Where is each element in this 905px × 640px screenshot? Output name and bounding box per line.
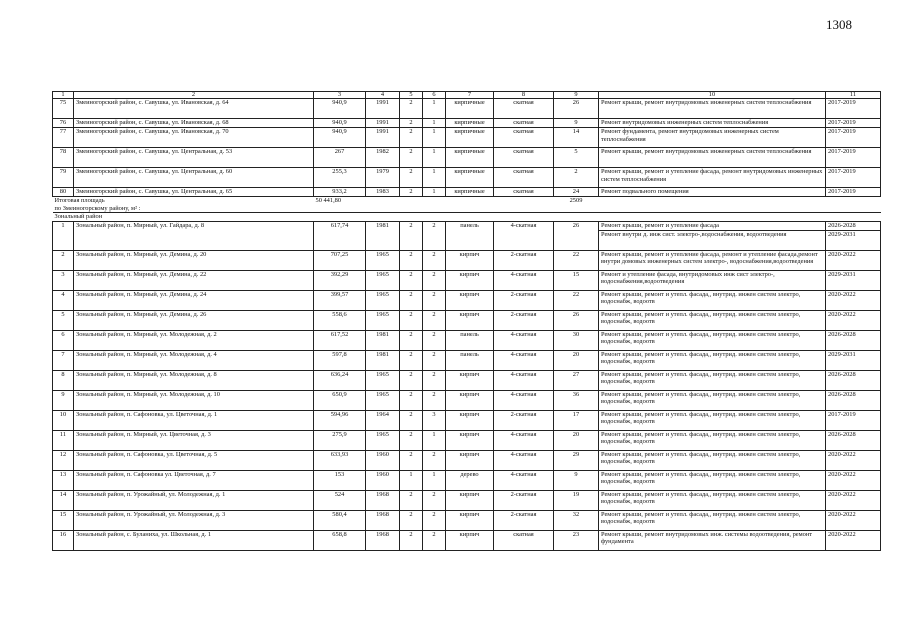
apartments: 26: [554, 99, 599, 119]
floors: 2: [400, 221, 423, 250]
apartments: 23: [554, 530, 599, 550]
table-row: [53, 350, 881, 370]
year-built: 1965: [366, 390, 400, 410]
capital-repair-table: [52, 91, 881, 551]
table-row: [53, 330, 881, 350]
area: 617,52: [314, 330, 366, 350]
repair-works: Ремонт крыши, ремонт и утепл. фасада,, внутрид. инжен систем электро, водоснабж, водоотв: [599, 450, 826, 470]
table-row: [53, 410, 881, 430]
roof-type: скатная: [494, 119, 554, 128]
floors: 2: [400, 99, 423, 119]
row-number: 4: [53, 290, 74, 310]
roof-type: 4-скатная: [494, 430, 554, 450]
repair-period: 2017-2019: [826, 99, 881, 119]
address: Зональный район, п. Мирный, ул. Молодежная, д. 10: [74, 390, 314, 410]
repair-works: Ремонт внутридомовых инженерных систем теплоснабжения: [599, 119, 826, 128]
repair-period: 2017-2019: [826, 188, 881, 197]
table-row: [53, 290, 881, 310]
repair-works: Ремонт крыши, ремонт и утепл. фасада,, внутрид. инжен систем электро, водоснабж, водоотв: [599, 490, 826, 510]
apartments: 20: [554, 430, 599, 450]
repair-period: 2026-2028: [826, 370, 881, 390]
area: 597,8: [314, 350, 366, 370]
table-row: [53, 370, 881, 390]
row-number: 75: [53, 99, 74, 119]
roof-type: скатная: [494, 148, 554, 168]
wall-material: кирпичные: [446, 148, 494, 168]
blank-cell: [366, 197, 400, 213]
apartments: 15: [554, 270, 599, 290]
page-number: 1308: [826, 17, 852, 32]
wall-material: кирпичные: [446, 99, 494, 119]
blank-cell: [423, 197, 446, 213]
repair-period: 2026-2028: [826, 430, 881, 450]
row-number: 2: [53, 250, 74, 270]
repair-period: 2026-2028: [826, 330, 881, 350]
entrances: 2: [423, 221, 446, 250]
row-number: 9: [53, 390, 74, 410]
wall-material: кирпич: [446, 510, 494, 530]
repair-period: 2026-2028: [826, 390, 881, 410]
table-row: [53, 470, 881, 490]
year-built: 1965: [366, 270, 400, 290]
repair-works: Ремонт крыши, ремонт внутридомовых инженерных систем теплоснабжения: [599, 148, 826, 168]
column-number: 10: [599, 92, 826, 99]
repair-period: 2020-2022: [826, 450, 881, 470]
repair-works: Ремонт крыши, ремонт и утепл. фасада,, внутрид. инжен систем электро, водоснабж, водоотв: [599, 370, 826, 390]
blank-cell: [494, 197, 554, 213]
apartments: 26: [554, 221, 599, 250]
wall-material: панель: [446, 350, 494, 370]
entrances: 2: [423, 350, 446, 370]
column-number: 2: [74, 92, 314, 99]
roof-type: 2-скатная: [494, 510, 554, 530]
wall-material: кирпич: [446, 310, 494, 330]
repair-period: 2017-2019: [826, 128, 881, 148]
column-number: 9: [554, 92, 599, 99]
repair-works: Ремонт крыши, ремонт и утепление фасада, ремонт и утепление фасада,ремонт внутри домовых инженерных систем электро-, водоснабжения,водоотведения: [599, 250, 826, 270]
address: Змеиногорский район, с. Савушка, ул. Ивановская, д. 68: [74, 119, 314, 128]
address: Зональный район, п. Сафоновка, ул. Цветочная, д. 1: [74, 410, 314, 430]
roof-type: скатная: [494, 188, 554, 197]
repair-works: Ремонт крыши, ремонт и утепл. фасада,, внутрид. инжен систем электро, водоснабж, водоотв: [599, 470, 826, 490]
row-number: 12: [53, 450, 74, 470]
column-number: 3: [314, 92, 366, 99]
table-row: [53, 450, 881, 470]
row-number: 3: [53, 270, 74, 290]
year-built: 1964: [366, 410, 400, 430]
address: Змеиногорский район, с. Савушка, ул. Центральная, д. 53: [74, 148, 314, 168]
table-row: [53, 390, 881, 410]
floors: 2: [400, 410, 423, 430]
wall-material: кирпич: [446, 370, 494, 390]
year-built: 1965: [366, 310, 400, 330]
apartments: 22: [554, 250, 599, 270]
area: 940,9: [314, 99, 366, 119]
roof-type: 2-скатная: [494, 310, 554, 330]
row-number: 13: [53, 470, 74, 490]
repair-works: Ремонт крыши, ремонт и утепл. фасада,, внутрид. инжен систем электро, водоснабж, водоотв: [599, 410, 826, 430]
entrances: 2: [423, 290, 446, 310]
table-row: [53, 250, 881, 270]
floors: 2: [400, 119, 423, 128]
address: Зональный район, п. Мирный, ул. Цветочная, д. 3: [74, 430, 314, 450]
entrances: 2: [423, 490, 446, 510]
address: Змеиногорский район, с. Савушка, ул. Ивановская, д. 64: [74, 99, 314, 119]
roof-type: 2-скатная: [494, 250, 554, 270]
floors: 1: [400, 470, 423, 490]
row-number: 5: [53, 310, 74, 330]
repair-period: 2020-2022: [826, 470, 881, 490]
entrances: 2: [423, 370, 446, 390]
year-built: 1981: [366, 221, 400, 250]
roof-type: 2-скатная: [494, 410, 554, 430]
floors: 2: [400, 370, 423, 390]
apartments: 30: [554, 330, 599, 350]
roof-type: 4-скатная: [494, 370, 554, 390]
area: 255,3: [314, 168, 366, 188]
roof-type: 4-скатная: [494, 330, 554, 350]
table-row: [53, 119, 881, 128]
column-number: 1: [53, 92, 74, 99]
entrances: 2: [423, 510, 446, 530]
apartments: 9: [554, 119, 599, 128]
table-row: [53, 99, 881, 119]
row-number: 6: [53, 330, 74, 350]
wall-material: кирпич: [446, 390, 494, 410]
row-number: 16: [53, 530, 74, 550]
repair-period: 2029-2031: [826, 230, 881, 250]
blank-cell: [599, 197, 826, 213]
wall-material: дерево: [446, 470, 494, 490]
wall-material: кирпичные: [446, 128, 494, 148]
wall-material: кирпич: [446, 490, 494, 510]
repair-period: 2026-2028: [826, 221, 881, 230]
table-row: [53, 430, 881, 450]
total-label: [53, 197, 314, 213]
repair-period: 2020-2022: [826, 310, 881, 330]
column-number-row: [53, 92, 881, 99]
apartments: 9: [554, 470, 599, 490]
floors: 2: [400, 168, 423, 188]
repair-works: Ремонт фундамента, ремонт внутридомовых инженерных систем теплоснабжения: [599, 128, 826, 148]
column-number: 4: [366, 92, 400, 99]
year-built: 1965: [366, 250, 400, 270]
entrances: 1: [423, 128, 446, 148]
repair-period: 2017-2019: [826, 410, 881, 430]
roof-type: скатная: [494, 168, 554, 188]
blank-cell: [400, 197, 423, 213]
repair-works: Ремонт крыши, ремонт внутридомовых инженерных систем теплоснабжения: [599, 99, 826, 119]
apartments: 27: [554, 370, 599, 390]
apartments: 24: [554, 188, 599, 197]
area: 617,74: [314, 221, 366, 250]
row-number: 8: [53, 370, 74, 390]
floors: 2: [400, 510, 423, 530]
area: 933,2: [314, 188, 366, 197]
area: 153: [314, 470, 366, 490]
repair-period: 2029-2031: [826, 350, 881, 370]
repair-works: Ремонт крыши, ремонт и утепление фасада: [599, 221, 826, 230]
wall-material: кирпичные: [446, 119, 494, 128]
blank-cell: [826, 197, 881, 213]
apartments: 14: [554, 128, 599, 148]
entrances: 2: [423, 450, 446, 470]
row-number: 15: [53, 510, 74, 530]
repair-works: Ремонт и утепление фасада, внутридомовых инж сист электро-, водоснабжения,водоотведения: [599, 270, 826, 290]
row-number: 78: [53, 148, 74, 168]
total-row: [53, 197, 881, 213]
entrances: 1: [423, 188, 446, 197]
wall-material: панель: [446, 221, 494, 250]
entrances: 3: [423, 410, 446, 430]
wall-material: кирпич: [446, 270, 494, 290]
entrances: 1: [423, 148, 446, 168]
address: Зональный район, п. Сафоновка, ул. Цветочная, д. 5: [74, 450, 314, 470]
area: 524: [314, 490, 366, 510]
floors: 2: [400, 310, 423, 330]
roof-type: скатная: [494, 99, 554, 119]
apartments: 26: [554, 310, 599, 330]
entrances: 1: [423, 168, 446, 188]
floors: 2: [400, 270, 423, 290]
row-number: 7: [53, 350, 74, 370]
repair-works: Ремонт крыши, ремонт и утепл. фасада,, внутрид. инжен систем электро, водоснабж, водоотв: [599, 390, 826, 410]
area: 940,9: [314, 128, 366, 148]
repair-works: Ремонт внутри д. инж сист. электро-,водоснабжения, водоотведения: [599, 230, 826, 250]
area: 633,93: [314, 450, 366, 470]
total-label-line-2: по Змеиногорскому району, м² :: [54, 204, 141, 212]
apartments: 20: [554, 350, 599, 370]
roof-type: скатная: [494, 128, 554, 148]
table-row: [53, 148, 881, 168]
column-number: 7: [446, 92, 494, 99]
roof-type: 4-скатная: [494, 390, 554, 410]
repair-works: Ремонт крыши, ремонт и утепл. фасада,, внутрид. инжен систем электро, водоснабж, водоотв: [599, 510, 826, 530]
total-apartments: 2509: [569, 197, 583, 204]
entrances: 1: [423, 430, 446, 450]
year-built: 1968: [366, 490, 400, 510]
table-row: [53, 221, 881, 230]
repair-period: 2017-2019: [826, 148, 881, 168]
row-number: 77: [53, 128, 74, 148]
row-number: 11: [53, 430, 74, 450]
row-number: 79: [53, 168, 74, 188]
floors: 2: [400, 350, 423, 370]
table-row: [53, 530, 881, 550]
entrances: 2: [423, 250, 446, 270]
wall-material: панель: [446, 330, 494, 350]
address: Зональный район, п. Сафоновка ул. Цветочная, д. 7: [74, 470, 314, 490]
year-built: 1965: [366, 430, 400, 450]
entrances: 2: [423, 390, 446, 410]
year-built: 1965: [366, 370, 400, 390]
column-number: 5: [400, 92, 423, 99]
table-row: [53, 490, 881, 510]
repair-works: Ремонт крыши, ремонт внутридомовых инж. системы водоотведения, ремонт фундамента: [599, 530, 826, 550]
floors: 2: [400, 430, 423, 450]
apartments: 29: [554, 450, 599, 470]
apartments: 36: [554, 390, 599, 410]
year-built: 1968: [366, 510, 400, 530]
area: 636,24: [314, 370, 366, 390]
row-number: 1: [53, 221, 74, 250]
entrances: 2: [423, 310, 446, 330]
year-built: 1983: [366, 188, 400, 197]
address: Змеиногорский район, с. Савушка, ул. Центральная, д. 60: [74, 168, 314, 188]
entrances: 2: [423, 330, 446, 350]
repair-works: Ремонт крыши, ремонт и утепл. фасада,, внутрид. инжен систем электро, водоснабж, водоотв: [599, 310, 826, 330]
column-number: 11: [826, 92, 881, 99]
row-number: 76: [53, 119, 74, 128]
wall-material: кирпич: [446, 250, 494, 270]
row-number: 80: [53, 188, 74, 197]
floors: 2: [400, 148, 423, 168]
year-built: 1960: [366, 450, 400, 470]
address: Змеиногорский район, с. Савушка, ул. Центральная, д. 65: [74, 188, 314, 197]
floors: 2: [400, 450, 423, 470]
wall-material: кирпичные: [446, 188, 494, 197]
repair-period: 2020-2022: [826, 490, 881, 510]
address: Зональный район, п. Мирный, ул. Молодежная, д. 2: [74, 330, 314, 350]
address: Зональный район, п. Мирный, ул. Демина, д. 22: [74, 270, 314, 290]
wall-material: кирпич: [446, 290, 494, 310]
table-row: [53, 310, 881, 330]
floors: 2: [400, 250, 423, 270]
entrances: 2: [423, 530, 446, 550]
roof-type: 4-скатная: [494, 350, 554, 370]
repair-period: 2029-2031: [826, 270, 881, 290]
year-built: 1968: [366, 530, 400, 550]
address: Зональный район, п. Мирный, ул. Демина, д. 26: [74, 310, 314, 330]
repair-works: Ремонт крыши, ремонт и утепл. фасада,, внутрид. инжен систем электро, водоснабж, водоотв: [599, 430, 826, 450]
year-built: 1991: [366, 99, 400, 119]
address: Зональный район, п. Мирный, ул. Молодежная, д. 8: [74, 370, 314, 390]
year-built: 1991: [366, 119, 400, 128]
floors: 2: [400, 330, 423, 350]
repair-works: Ремонт крыши, ремонт и утепл. фасада,, внутрид. инжен систем электро, водоснабж, водоотв: [599, 290, 826, 310]
address: Зональный район, с. Буланиха, ул. Школьная, д. 1: [74, 530, 314, 550]
floors: 2: [400, 128, 423, 148]
row-number: 10: [53, 410, 74, 430]
address: Змеиногорский район, с. Савушка, ул. Ивановская, д. 70: [74, 128, 314, 148]
roof-type: 2-скатная: [494, 290, 554, 310]
roof-type: 2-скатная: [494, 490, 554, 510]
wall-material: кирпич: [446, 430, 494, 450]
apartments: 22: [554, 290, 599, 310]
area: 392,29: [314, 270, 366, 290]
section-title: Зональный район: [53, 213, 881, 222]
area: 650,9: [314, 390, 366, 410]
repair-period: 2017-2019: [826, 168, 881, 188]
area: 267: [314, 148, 366, 168]
address: Зональный район, п. Урожайный, ул. Молодежная, д. 3: [74, 510, 314, 530]
year-built: 1979: [366, 168, 400, 188]
column-number: 8: [494, 92, 554, 99]
repair-period: 2017-2019: [826, 119, 881, 128]
total-label-line-1: Итоговая площадь: [54, 197, 105, 204]
repair-works: Ремонт крыши, ремонт и утепл. фасада,, внутрид. инжен систем электро, водоснабж, водоотв: [599, 350, 826, 370]
year-built: 1982: [366, 148, 400, 168]
column-number: 6: [423, 92, 446, 99]
wall-material: кирпич: [446, 410, 494, 430]
area: 399,57: [314, 290, 366, 310]
area: 558,6: [314, 310, 366, 330]
blank-cell: [446, 197, 494, 213]
address: Зональный район, п. Мирный, ул. Молодежная, д. 4: [74, 350, 314, 370]
apartments: 5: [554, 148, 599, 168]
roof-type: 4-скатная: [494, 221, 554, 250]
floors: 2: [400, 530, 423, 550]
area: 707,25: [314, 250, 366, 270]
area: 594,96: [314, 410, 366, 430]
floors: 2: [400, 490, 423, 510]
area: 940,9: [314, 119, 366, 128]
row-number: 14: [53, 490, 74, 510]
apartments: 17: [554, 410, 599, 430]
address: Зональный район, п. Мирный, ул. Демина, д. 20: [74, 250, 314, 270]
year-built: 1991: [366, 128, 400, 148]
year-built: 1981: [366, 350, 400, 370]
repair-works: Ремонт крыши, ремонт и утепление фасада, ремонт внутридомовых инженерных систем теплоснабжения: [599, 168, 826, 188]
repair-period: 2020-2022: [826, 510, 881, 530]
total-area: 50 441,80: [315, 197, 342, 204]
section-row: [53, 213, 881, 222]
area: 275,9: [314, 430, 366, 450]
entrances: 1: [423, 470, 446, 490]
table-row: [53, 270, 881, 290]
repair-works: Ремонт крыши, ремонт и утепл. фасада,, внутрид. инжен систем электро, водоснабж, водоотв: [599, 330, 826, 350]
roof-type: 4-скатная: [494, 270, 554, 290]
table-row: [53, 128, 881, 148]
roof-type: скатная: [494, 530, 554, 550]
wall-material: кирпичные: [446, 168, 494, 188]
apartments: 19: [554, 490, 599, 510]
apartments: 2: [554, 168, 599, 188]
year-built: 1981: [366, 330, 400, 350]
apartments: 32: [554, 510, 599, 530]
area: 658,8: [314, 530, 366, 550]
entrances: 1: [423, 119, 446, 128]
floors: 2: [400, 290, 423, 310]
year-built: 1965: [366, 290, 400, 310]
roof-type: 4-скатная: [494, 450, 554, 470]
wall-material: кирпич: [446, 530, 494, 550]
address: Зональный район, п. Мирный, ул. Гайдара, д. 8: [74, 221, 314, 250]
floors: 2: [400, 390, 423, 410]
floors: 2: [400, 188, 423, 197]
area: 580,4: [314, 510, 366, 530]
address: Зональный район, п. Урожайный, ул. Молодежная, д. 1: [74, 490, 314, 510]
repair-period: 2020-2022: [826, 530, 881, 550]
roof-type: 4-скатная: [494, 470, 554, 490]
repair-period: 2020-2022: [826, 290, 881, 310]
year-built: 1960: [366, 470, 400, 490]
table-row: [53, 510, 881, 530]
entrances: 2: [423, 270, 446, 290]
address: Зональный район, п. Мирный, ул. Демина, д. 24: [74, 290, 314, 310]
entrances: 1: [423, 99, 446, 119]
table-row: [53, 188, 881, 197]
wall-material: кирпич: [446, 450, 494, 470]
repair-period: 2020-2022: [826, 250, 881, 270]
repair-works: Ремонт подвального помещения: [599, 188, 826, 197]
table-row: [53, 168, 881, 188]
